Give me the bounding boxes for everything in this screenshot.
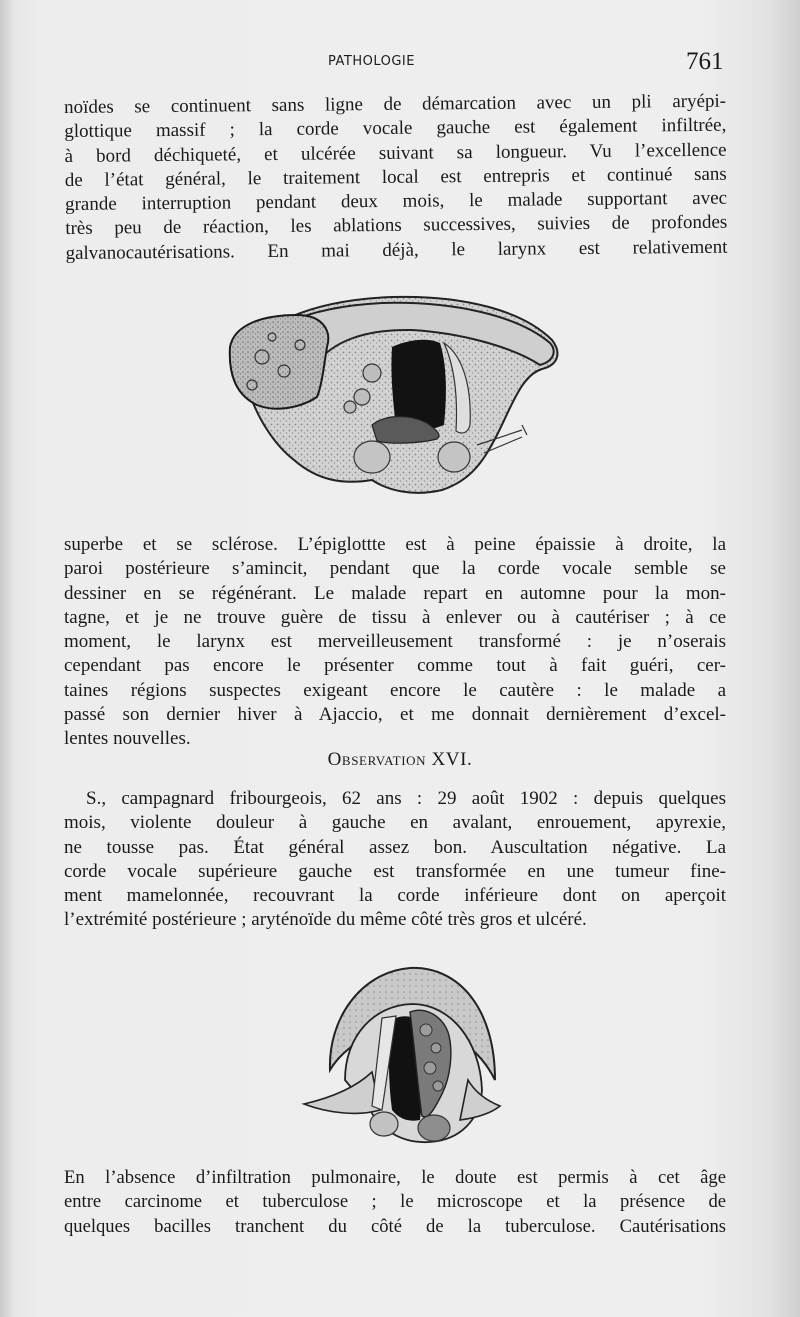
text-line: moment, le larynx est merveilleusement transformé : je n’oserais — [64, 631, 726, 653]
text-line: cependant pas encore le présenter comme tout à fait guéri, cer- — [64, 655, 726, 677]
larynx-illustration-icon — [222, 285, 562, 500]
text-line: ment mamelonnée, recouvrant la corde inférieure dont on aperçoit — [64, 885, 726, 907]
text-line: superbe et se sclérose. L’épiglottte est à peine épaissie à droite, la — [64, 534, 726, 555]
paragraph-observation — [64, 787, 726, 933]
text-line: paroi postérieure s’amincit, pendant que la corde vocale semble se — [64, 558, 726, 580]
running-title: PATHOLOGIE — [328, 54, 415, 69]
text-line: taines régions suspectes exigeant encore le cautère : le malade a — [64, 679, 726, 701]
page-number: 761 — [686, 48, 724, 75]
observation-title: Observation XVI. — [327, 749, 473, 770]
text-line: ne tousse pas. État général assez bon. Auscultation négative. La — [64, 836, 726, 858]
text-line: galvanocautérisations. En mai déjà, le larynx est relativement — [65, 236, 728, 264]
text-line: noïdes se continuent sans ligne de démarcation avec un pli aryépi- — [64, 90, 727, 118]
text-line: mois, violente douleur à gauche en avalant, enrouement, apyrexie, — [64, 812, 726, 834]
text-line: grande interruption pendant deux mois, le malade supportant avec — [64, 187, 728, 216]
paragraph-outcome — [64, 533, 726, 752]
text-line: de l’état général, le traitement local est entrepris et continué sans — [64, 163, 727, 191]
paragraph-continuation — [64, 90, 728, 266]
text-line: En l’absence d’infiltration pulmonaire, le doute est permis à cet âge — [64, 1167, 726, 1188]
text-line: à bord déchiqueté, et ulcérée suivant sa longueur. Vu l’excellence — [64, 139, 727, 167]
paragraph-diagnosis — [64, 1166, 726, 1239]
page-header — [0, 48, 800, 78]
text-line: passé son dernier hiver à Ajaccio, et me donnait dernièrement d’excel- — [64, 704, 726, 726]
text-line: entre carcinome et tuberculose ; le microscope et la présence de — [64, 1191, 726, 1213]
text-line: glottique massif ; la corde vocale gauche est également infiltrée, — [64, 114, 727, 143]
text-line: corde vocale supérieure gauche est transformée en une tumeur fine- — [64, 860, 726, 882]
text-line: dessiner en se régénérant. Le malade repart en automne pour la mon- — [64, 582, 726, 604]
text-line: très peu de réaction, les ablations successives, suivies de profondes — [65, 212, 728, 240]
text-line: lentes nouvelles. — [64, 728, 191, 750]
text-line: quelques bacilles tranchent du côté de la tuberculose. Cautérisations — [64, 1215, 726, 1237]
text-line: S., campagnard fribourgeois, 62 ans : 29 août 1902 : depuis quelques — [86, 788, 726, 809]
text-line: tagne, et je ne trouve guère de tissu à enlever ou à cautériser ; à ce — [64, 606, 726, 628]
text-line: l’extrémité postérieure ; aryténoïde du même côté très gros et ulcéré. — [64, 909, 587, 931]
larynx-illustration-icon — [300, 960, 508, 1155]
